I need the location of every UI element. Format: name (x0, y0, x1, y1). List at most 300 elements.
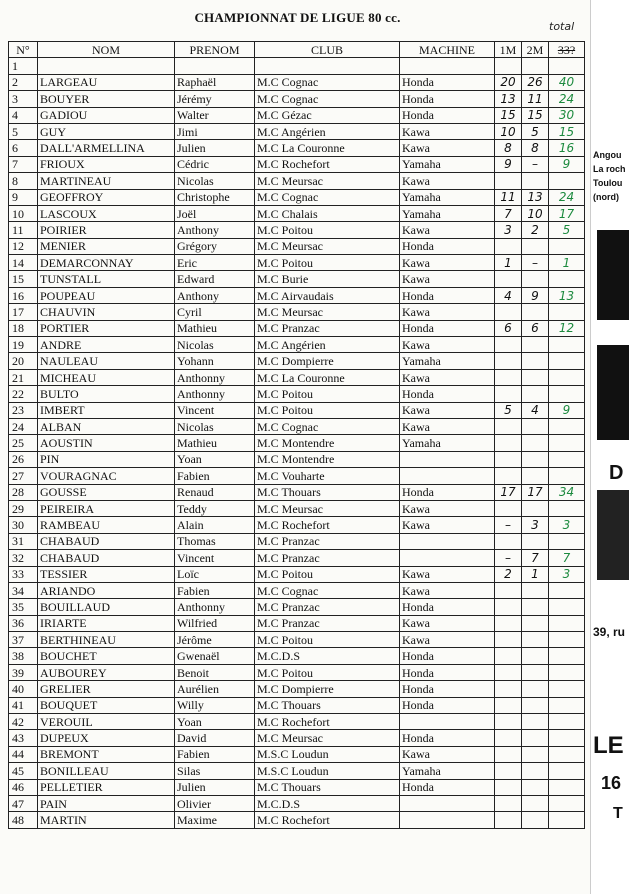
machine: Honda (400, 730, 495, 746)
race-1 (495, 714, 522, 730)
table-row (9, 599, 585, 615)
rider-firstname: Loïc (175, 566, 255, 582)
club: M.C Burie (255, 271, 400, 287)
race-1: 7 (495, 205, 522, 221)
race-2 (522, 451, 549, 467)
race-1: 5 (495, 402, 522, 418)
machine: Yamaha (400, 189, 495, 205)
club: M.C Angérien (255, 123, 400, 139)
sidebar-line: Angou (593, 150, 622, 160)
table-row (9, 435, 585, 451)
rider-number: 48 (9, 812, 38, 828)
club: M.C Poitou (255, 566, 400, 582)
rider-number: 28 (9, 484, 38, 500)
total (549, 173, 585, 189)
rider-firstname: David (175, 730, 255, 746)
table-row (9, 763, 585, 779)
sidebar-dark-block (597, 230, 629, 320)
race-2 (522, 779, 549, 795)
rider-surname: PAIN (38, 795, 175, 811)
rider-firstname: Olivier (175, 795, 255, 811)
rider-firstname: Maxime (175, 812, 255, 828)
column-header: 2M (522, 42, 549, 58)
rider-number: 2 (9, 74, 38, 90)
rider-number: 20 (9, 353, 38, 369)
rider-surname: BOUQUET (38, 697, 175, 713)
machine: Kawa (400, 222, 495, 238)
table-row (9, 369, 585, 385)
total: 3 (549, 517, 585, 533)
race-2 (522, 337, 549, 353)
race-2 (522, 173, 549, 189)
club: M.C Vouharte (255, 468, 400, 484)
race-1: 9 (495, 156, 522, 172)
club: M.C Cognac (255, 189, 400, 205)
total (549, 763, 585, 779)
race-2 (522, 664, 549, 680)
race-1: 4 (495, 287, 522, 303)
rider-firstname: Eric (175, 255, 255, 271)
race-2: 9 (522, 287, 549, 303)
column-header: 33? (549, 42, 585, 58)
total (549, 353, 585, 369)
machine: Yamaha (400, 763, 495, 779)
rider-surname: VOURAGNAC (38, 468, 175, 484)
total: 24 (549, 91, 585, 107)
sidebar-line: La roch (593, 164, 626, 174)
table-row (9, 714, 585, 730)
race-1 (495, 582, 522, 598)
table-row (9, 500, 585, 516)
race-1 (495, 173, 522, 189)
rider-number: 9 (9, 189, 38, 205)
club: M.C Chalais (255, 205, 400, 221)
rider-number: 22 (9, 386, 38, 402)
total (549, 58, 585, 74)
table-row (9, 779, 585, 795)
column-header: MACHINE (400, 42, 495, 58)
race-1: 3 (495, 222, 522, 238)
rider-number: 10 (9, 205, 38, 221)
machine (400, 812, 495, 828)
race-2: 17 (522, 484, 549, 500)
rider-surname: BONILLEAU (38, 763, 175, 779)
rider-firstname: Fabien (175, 468, 255, 484)
table-row (9, 386, 585, 402)
table-row (9, 812, 585, 828)
race-1: 20 (495, 74, 522, 90)
table-row (9, 107, 585, 123)
race-2 (522, 304, 549, 320)
rider-firstname: Joël (175, 205, 255, 221)
machine: Honda (400, 664, 495, 680)
table-row (9, 746, 585, 762)
total: 24 (549, 189, 585, 205)
sidebar-logo-block (597, 490, 629, 580)
rider-surname: TUNSTALL (38, 271, 175, 287)
rider-surname: AUBOUREY (38, 664, 175, 680)
total (549, 451, 585, 467)
sidebar-number: 16 (601, 773, 622, 793)
total (549, 468, 585, 484)
rider-number: 29 (9, 500, 38, 516)
rider-surname: ANDRE (38, 337, 175, 353)
table-row (9, 140, 585, 156)
rider-number: 24 (9, 418, 38, 434)
total: 17 (549, 205, 585, 221)
race-2: 8 (522, 140, 549, 156)
total (549, 632, 585, 648)
club: M.C Cognac (255, 418, 400, 434)
machine: Yamaha (400, 435, 495, 451)
race-2 (522, 435, 549, 451)
total (549, 812, 585, 828)
club: M.C Poitou (255, 664, 400, 680)
table-row (9, 156, 585, 172)
club: M.C Rochefort (255, 517, 400, 533)
race-1 (495, 271, 522, 287)
race-2: – (522, 156, 549, 172)
rider-number: 30 (9, 517, 38, 533)
rider-surname: IMBERT (38, 402, 175, 418)
rider-firstname: Jérémy (175, 91, 255, 107)
total (549, 746, 585, 762)
table-row (9, 402, 585, 418)
total: 13 (549, 287, 585, 303)
machine (400, 795, 495, 811)
table-row (9, 451, 585, 467)
table-row (9, 255, 585, 271)
table-row (9, 484, 585, 500)
total (549, 599, 585, 615)
rider-surname: CHAUVIN (38, 304, 175, 320)
table-row (9, 730, 585, 746)
machine: Kawa (400, 746, 495, 762)
rider-number: 45 (9, 763, 38, 779)
sidebar-line: Toulou (593, 178, 623, 188)
race-1: 8 (495, 140, 522, 156)
rider-firstname: Gwenaël (175, 648, 255, 664)
rider-number: 8 (9, 173, 38, 189)
total: 15 (549, 123, 585, 139)
rider-firstname: Aurélien (175, 681, 255, 697)
rider-surname: IRIARTE (38, 615, 175, 631)
rider-surname: FRIOUX (38, 156, 175, 172)
race-2 (522, 795, 549, 811)
rider-surname: LARGEAU (38, 74, 175, 90)
total (549, 304, 585, 320)
club: M.C Montendre (255, 451, 400, 467)
rider-number: 1 (9, 58, 38, 74)
rider-firstname: Julien (175, 779, 255, 795)
club: M.C Poitou (255, 386, 400, 402)
race-2 (522, 714, 549, 730)
table-row (9, 91, 585, 107)
club: M.C Cognac (255, 91, 400, 107)
rider-firstname: Raphaël (175, 74, 255, 90)
rider-firstname: Benoit (175, 664, 255, 680)
rider-firstname: Anthony (175, 287, 255, 303)
machine: Kawa (400, 123, 495, 139)
rider-surname: PIN (38, 451, 175, 467)
club: M.C Pranzac (255, 550, 400, 566)
club: M.C Rochefort (255, 156, 400, 172)
rider-surname: RAMBEAU (38, 517, 175, 533)
machine: Kawa (400, 271, 495, 287)
race-2 (522, 271, 549, 287)
rider-surname: CHABAUD (38, 550, 175, 566)
rider-surname: BERTHINEAU (38, 632, 175, 648)
race-2: 10 (522, 205, 549, 221)
rider-number: 46 (9, 779, 38, 795)
total (549, 369, 585, 385)
club: M.C Meursac (255, 173, 400, 189)
rider-surname: BOUYER (38, 91, 175, 107)
race-1: 6 (495, 320, 522, 336)
race-1 (495, 730, 522, 746)
rider-surname: MARTIN (38, 812, 175, 828)
club: M.C.D.S (255, 795, 400, 811)
rider-firstname: Yoan (175, 451, 255, 467)
race-1 (495, 468, 522, 484)
column-header: CLUB (255, 42, 400, 58)
machine: Yamaha (400, 205, 495, 221)
club: M.S.C Loudun (255, 763, 400, 779)
rider-surname (38, 58, 175, 74)
table-row (9, 123, 585, 139)
total (549, 500, 585, 516)
rider-number: 34 (9, 582, 38, 598)
race-2 (522, 763, 549, 779)
machine: Honda (400, 287, 495, 303)
table-row (9, 468, 585, 484)
rider-number: 17 (9, 304, 38, 320)
table-row (9, 648, 585, 664)
total: 40 (549, 74, 585, 90)
rider-surname: AOUSTIN (38, 435, 175, 451)
machine (400, 58, 495, 74)
club: M.S.C Loudun (255, 746, 400, 762)
rider-surname: NAULEAU (38, 353, 175, 369)
race-1 (495, 632, 522, 648)
rider-surname: GEOFFROY (38, 189, 175, 205)
rider-surname: GADIOU (38, 107, 175, 123)
race-2: 26 (522, 74, 549, 90)
rider-firstname: Anthonny (175, 599, 255, 615)
race-1 (495, 369, 522, 385)
rider-firstname: Fabien (175, 746, 255, 762)
machine: Kawa (400, 337, 495, 353)
race-1 (495, 435, 522, 451)
race-2 (522, 500, 549, 516)
total: 12 (549, 320, 585, 336)
table-row (9, 795, 585, 811)
rider-firstname: Nicolas (175, 418, 255, 434)
table-body (9, 58, 585, 828)
race-2: 15 (522, 107, 549, 123)
rider-surname: BREMONT (38, 746, 175, 762)
race-2 (522, 812, 549, 828)
rider-number: 40 (9, 681, 38, 697)
race-2: – (522, 255, 549, 271)
rider-firstname: Cyril (175, 304, 255, 320)
machine: Kawa (400, 566, 495, 582)
column-header: NOM (38, 42, 175, 58)
table-row (9, 418, 585, 434)
machine: Honda (400, 74, 495, 90)
total: 34 (549, 484, 585, 500)
race-1: 11 (495, 189, 522, 205)
race-2: 13 (522, 189, 549, 205)
table-row (9, 238, 585, 254)
race-1: 17 (495, 484, 522, 500)
race-2 (522, 386, 549, 402)
rider-firstname: Renaud (175, 484, 255, 500)
rider-surname: BULTO (38, 386, 175, 402)
race-1 (495, 615, 522, 631)
machine: Kawa (400, 615, 495, 631)
rider-firstname: Nicolas (175, 337, 255, 353)
race-1 (495, 599, 522, 615)
club: M.C Pranzac (255, 599, 400, 615)
table-header (9, 42, 585, 58)
header-row (9, 42, 585, 58)
table-row (9, 173, 585, 189)
rider-firstname: Yohann (175, 353, 255, 369)
race-2 (522, 632, 549, 648)
race-2 (522, 599, 549, 615)
column-header: 1M (495, 42, 522, 58)
total (549, 238, 585, 254)
rider-number: 39 (9, 664, 38, 680)
machine: Honda (400, 386, 495, 402)
total: 1 (549, 255, 585, 271)
rider-surname: POUPEAU (38, 287, 175, 303)
club: M.C La Couronne (255, 140, 400, 156)
rider-number: 19 (9, 337, 38, 353)
rider-number: 16 (9, 287, 38, 303)
total (549, 337, 585, 353)
race-2 (522, 746, 549, 762)
total: 7 (549, 550, 585, 566)
rider-surname: TESSIER (38, 566, 175, 582)
rider-number: 25 (9, 435, 38, 451)
race-1: 15 (495, 107, 522, 123)
machine (400, 550, 495, 566)
rider-surname: MICHEAU (38, 369, 175, 385)
rider-firstname: Edward (175, 271, 255, 287)
race-1 (495, 451, 522, 467)
table-row (9, 664, 585, 680)
club: M.C Pranzac (255, 320, 400, 336)
race-1: 13 (495, 91, 522, 107)
race-2: 2 (522, 222, 549, 238)
machine: Yamaha (400, 156, 495, 172)
total (549, 386, 585, 402)
rider-firstname: Anthony (175, 222, 255, 238)
sidebar-t: T (613, 805, 623, 822)
rider-number: 43 (9, 730, 38, 746)
rider-surname: LASCOUX (38, 205, 175, 221)
race-1: 10 (495, 123, 522, 139)
club: M.C Cognac (255, 582, 400, 598)
rider-number: 12 (9, 238, 38, 254)
club: M.C La Couronne (255, 369, 400, 385)
machine: Kawa (400, 369, 495, 385)
rider-number: 7 (9, 156, 38, 172)
race-2: 4 (522, 402, 549, 418)
club: M.C Montendre (255, 435, 400, 451)
rider-firstname: Anthonny (175, 386, 255, 402)
machine (400, 533, 495, 549)
machine: Kawa (400, 418, 495, 434)
total: 16 (549, 140, 585, 156)
race-2 (522, 353, 549, 369)
rider-firstname: Walter (175, 107, 255, 123)
machine: Honda (400, 599, 495, 615)
rider-surname: GRELIER (38, 681, 175, 697)
total (549, 664, 585, 680)
total: 5 (549, 222, 585, 238)
rider-number: 36 (9, 615, 38, 631)
rider-firstname: Alain (175, 517, 255, 533)
sidebar-address: 39, ru (593, 625, 626, 639)
rider-firstname: Mathieu (175, 320, 255, 336)
table-row (9, 320, 585, 336)
rider-number: 11 (9, 222, 38, 238)
club: M.C Meursac (255, 238, 400, 254)
race-2: 5 (522, 123, 549, 139)
rider-firstname (175, 58, 255, 74)
machine: Honda (400, 681, 495, 697)
rider-surname: ALBAN (38, 418, 175, 434)
rider-surname: GUY (38, 123, 175, 139)
machine: Kawa (400, 582, 495, 598)
rider-firstname: Jimi (175, 123, 255, 139)
rider-number: 26 (9, 451, 38, 467)
club: M.C Angérien (255, 337, 400, 353)
table-row (9, 582, 585, 598)
table-row (9, 205, 585, 221)
club: M.C Pranzac (255, 533, 400, 549)
rider-number: 6 (9, 140, 38, 156)
machine (400, 468, 495, 484)
race-2: 11 (522, 91, 549, 107)
table-row (9, 566, 585, 582)
rider-number: 23 (9, 402, 38, 418)
machine: Yamaha (400, 353, 495, 369)
rider-firstname: Yoan (175, 714, 255, 730)
rider-surname: BOUILLAUD (38, 599, 175, 615)
race-2: 3 (522, 517, 549, 533)
club: M.C Poitou (255, 632, 400, 648)
machine: Honda (400, 238, 495, 254)
machine: Kawa (400, 140, 495, 156)
machine: Kawa (400, 402, 495, 418)
machine: Kawa (400, 304, 495, 320)
rider-surname: MENIER (38, 238, 175, 254)
race-2 (522, 615, 549, 631)
total (549, 681, 585, 697)
race-1 (495, 697, 522, 713)
total (549, 714, 585, 730)
race-2 (522, 58, 549, 74)
rider-surname: DUPEUX (38, 730, 175, 746)
race-1: – (495, 517, 522, 533)
rider-surname: GOUSSE (38, 484, 175, 500)
race-1 (495, 648, 522, 664)
rider-surname: PORTIER (38, 320, 175, 336)
